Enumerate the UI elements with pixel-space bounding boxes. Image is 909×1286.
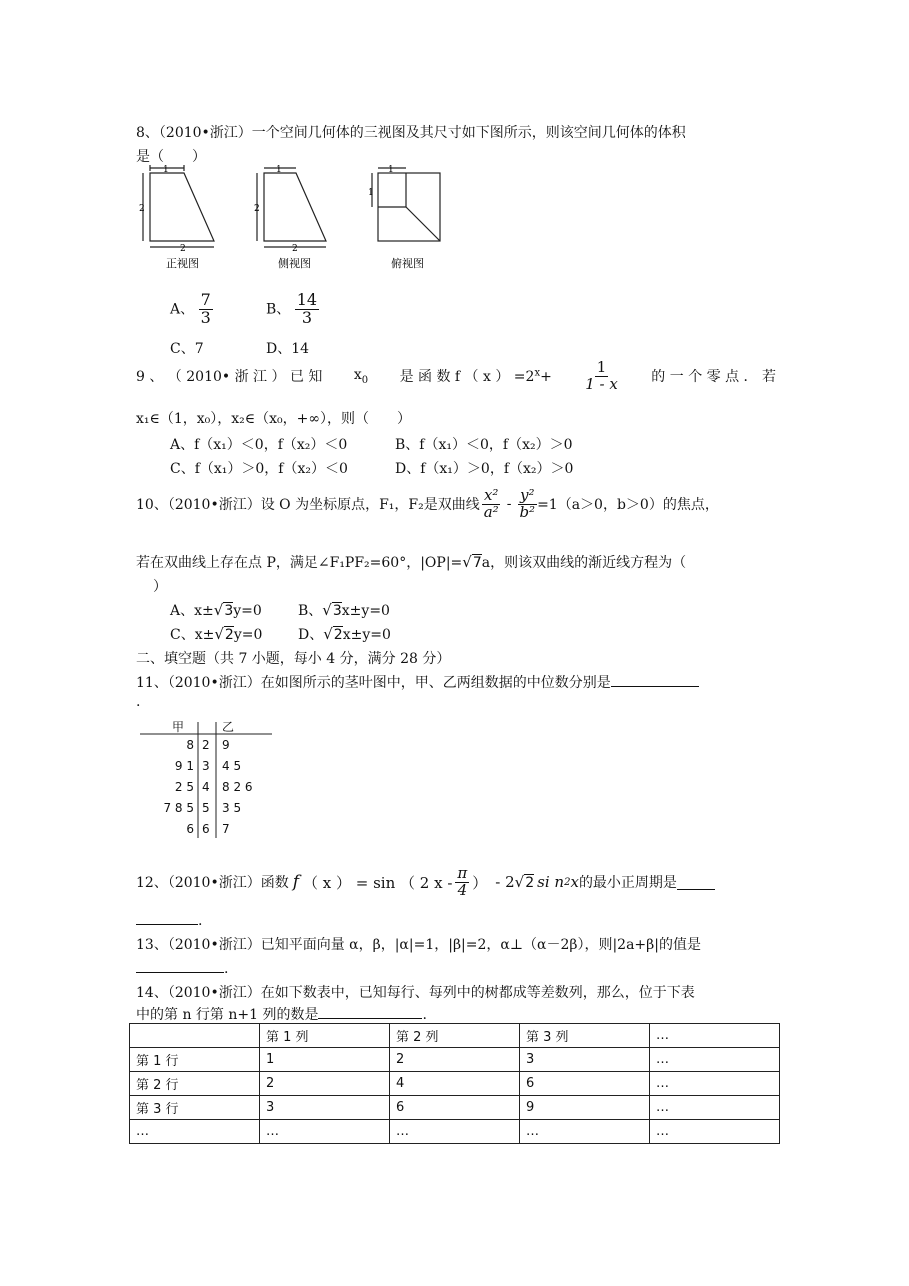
table-cell	[130, 1024, 260, 1048]
table-cell: 第 2 列	[390, 1024, 520, 1048]
q13-line2: .	[136, 958, 228, 977]
q9-frac-num: 1	[596, 358, 607, 376]
q12-radical-2: √2	[514, 873, 535, 892]
q10-line1-end: =1（a＞0，b＞0）的焦点，	[537, 497, 719, 514]
table-cell: …	[650, 1048, 780, 1072]
q13-answer-blank[interactable]	[136, 958, 224, 973]
top-view-shape	[372, 168, 440, 241]
table-cell: 2	[260, 1072, 390, 1096]
table-cell: 第 1 行	[130, 1048, 260, 1072]
table-row	[130, 1048, 780, 1072]
table-cell: …	[520, 1120, 650, 1144]
stem-leaf-stem: 5	[202, 801, 210, 815]
top-dim-1h: 1	[388, 165, 394, 175]
q10-line2: 若在双曲线上存在点 P，满足∠F₁PF₂=60°，|OP|=√7a，则该双曲线的渐近线方程为（	[136, 553, 687, 571]
q14-number-table	[129, 1023, 780, 1144]
table-cell: …	[650, 1096, 780, 1120]
q10-option-a[interactable]: A、x±√3y=0	[170, 601, 262, 619]
q8-option-b[interactable]	[266, 292, 319, 327]
q11-stem-leaf-plot	[140, 718, 280, 840]
front-dim-2v: 2	[139, 204, 145, 214]
table-cell: 1	[260, 1048, 390, 1072]
q12-function-body: （ x ） = sin （ 2 x -	[303, 873, 453, 892]
q12-answer-blank-b[interactable]	[136, 910, 198, 925]
side-view-label: 侧视图	[278, 257, 311, 270]
q9-x0: $x_0$	[353, 366, 369, 386]
table-cell: 6	[520, 1072, 650, 1096]
q13-line1: 13、（2010•浙江）已知平面向量 α，β，|α|=1，|β|=2，α⊥（α－2β），则|2a+β|的值是	[136, 937, 701, 953]
q11-line1: 11、（2010•浙江）在如图所示的茎叶图中，甲、乙两组数据的中位数分别是	[136, 672, 699, 692]
table-row	[130, 1072, 780, 1096]
table-cell: 3	[520, 1048, 650, 1072]
stem-leaf-left-leaves: 9 1	[174, 759, 194, 773]
q12-line2: .	[136, 910, 202, 929]
front-view-label: 正视图	[166, 257, 199, 270]
q10-line1-start: 10、（2010•浙江）设 O 为坐标原点，F₁，F₂是双曲线	[136, 497, 480, 514]
q10-option-b[interactable]: B、√3x±y=0	[298, 601, 390, 619]
q11-answer-blank[interactable]	[611, 672, 699, 687]
table-cell: …	[130, 1120, 260, 1144]
q12-answer-blank-a[interactable]	[677, 875, 715, 890]
q8-option-d[interactable]: D、14	[266, 341, 310, 357]
q8-figure	[136, 165, 446, 275]
table-cell: 第 3 列	[520, 1024, 650, 1048]
q8-option-c[interactable]: C、7	[170, 341, 204, 357]
q9-option-d[interactable]: D、f（x₁）＞0，f（x₂）＞0	[395, 461, 574, 477]
q10-minus: -	[506, 496, 512, 513]
q10-fraction-y: $\frac{\text{y²}}{\text{b²}}$	[519, 486, 536, 521]
q10-option-d[interactable]: D、√2x±y=0	[298, 625, 391, 643]
q8-option-a-prefix: A、	[170, 301, 195, 318]
stem-leaf-left-leaves: 7 8 5	[163, 801, 194, 815]
q8-option-a-fraction	[199, 292, 213, 327]
table-cell: 2	[390, 1048, 520, 1072]
q8-b-num: 14	[296, 290, 318, 309]
q8-option-a[interactable]	[170, 292, 213, 327]
side-dim-1: 1	[276, 165, 282, 175]
table-cell: …	[260, 1120, 390, 1144]
q14-line2: 中的第 n 行第 n+1 列的数是 .	[136, 1004, 427, 1024]
table-cell: 3	[260, 1096, 390, 1120]
section2-title: 二、填空题（共 7 小题，每小 4 分，满分 28 分）	[136, 651, 451, 667]
table-cell: 9	[520, 1096, 650, 1120]
q9-fraction	[583, 360, 620, 393]
stem-leaf-right-leaves: 9	[222, 738, 230, 752]
table-cell: 第 2 行	[130, 1072, 260, 1096]
q8-line2: 是（ ）	[136, 149, 206, 165]
q8-option-b-prefix: B、	[266, 301, 291, 318]
q9-line1-start: 9 、 （ 2010• 浙 江 ） 已 知	[136, 369, 323, 386]
table-cell: 4	[390, 1072, 520, 1096]
q9-option-b[interactable]: B、f（x₁）＜0，f（x₂）＞0	[395, 437, 573, 453]
table-cell: 第 1 列	[260, 1024, 390, 1048]
stem-leaf-left-leaves: 8	[186, 738, 194, 752]
front-view-shape	[143, 165, 214, 247]
front-dim-1: 1	[163, 165, 169, 175]
stem-leaf-header-left: 甲	[172, 720, 185, 734]
q12-function-f: f	[292, 872, 299, 893]
stem-leaf-left-leaves: 2 5	[174, 780, 194, 794]
q8-b-den: 3	[301, 307, 313, 327]
q8-a-den: 3	[200, 307, 211, 327]
table-row	[130, 1120, 780, 1144]
q10-line1	[136, 488, 719, 521]
table-cell: …	[650, 1024, 780, 1048]
top-dim-1v: 1	[368, 188, 374, 198]
q10-radical-7: √7	[462, 553, 482, 571]
table-row	[130, 1024, 780, 1048]
q8-option-b-fraction	[295, 292, 319, 327]
q14-line1: 14、（2010•浙江）在如下数表中，已知每行、每列中的树都成等差数列，那么，位于下表	[136, 985, 695, 1001]
table-cell: …	[390, 1120, 520, 1144]
stem-leaf-stem: 3	[202, 759, 210, 773]
table-cell: …	[650, 1120, 780, 1144]
stem-leaf-right-leaves: 4 5	[222, 759, 242, 773]
q8-line1: 8、（2010•浙江）一个空间几何体的三视图及其尺寸如下图所示，则该空间几何体的体积	[136, 125, 686, 141]
front-dim-2h: 2	[180, 244, 186, 254]
q9-option-c[interactable]: C、f（x₁）＞0，f（x₂）＜0	[170, 461, 348, 477]
q10-option-c[interactable]: C、x±√2y=0	[170, 625, 263, 643]
side-dim-2v: 2	[254, 204, 260, 214]
q10-line3: ）	[153, 579, 167, 595]
stem-leaf-stem: 6	[202, 822, 210, 836]
q12-line1: 12、（2010•浙江）函数 f （ x ） = sin （ 2 x - $\frac{\pi}{4}$ ） - 2 √2 si n 2 x 的最小正周期是	[136, 866, 715, 899]
q9-option-a[interactable]: A、f（x₁）＜0，f（x₂）＜0	[170, 437, 348, 453]
q9-line2: x₁∈（1，x₀），x₂∈（x₀，+∞），则（ ）	[136, 411, 412, 427]
q14-answer-blank[interactable]	[318, 1004, 422, 1019]
q9-line1	[136, 360, 776, 393]
table-cell: 第 3 行	[130, 1096, 260, 1120]
side-view-shape	[257, 168, 326, 247]
stem-leaf-stem: 4	[202, 780, 210, 794]
q11-line2: .	[136, 694, 141, 710]
side-dim-2h: 2	[292, 244, 298, 254]
stem-leaf-right-leaves: 7	[222, 822, 230, 836]
q10-fraction-x: $\frac{\text{x²}}{\text{a²}}$	[483, 486, 499, 521]
stem-leaf-left-leaves: 6	[186, 822, 194, 836]
table-cell: 6	[390, 1096, 520, 1120]
top-view-label: 俯视图	[391, 257, 424, 270]
table-row	[130, 1096, 780, 1120]
q9-function: 是 函 数 f （ x ） $=2^x+$	[399, 367, 552, 386]
stem-leaf-header-right: 乙	[222, 720, 235, 734]
stem-leaf-stem: 2	[202, 738, 210, 752]
q9-line1-end: 的 一 个 零 点 ． 若	[651, 369, 776, 386]
stem-leaf-right-leaves: 3 5	[222, 801, 242, 815]
q8-a-num: 7	[200, 290, 211, 309]
stem-leaf-right-leaves: 8 2 6	[222, 780, 253, 794]
table-cell: …	[650, 1072, 780, 1096]
q12-pi-over-4: $\frac{\pi}{4}$	[457, 864, 468, 899]
q9-frac-den: 1 - x	[585, 374, 618, 393]
